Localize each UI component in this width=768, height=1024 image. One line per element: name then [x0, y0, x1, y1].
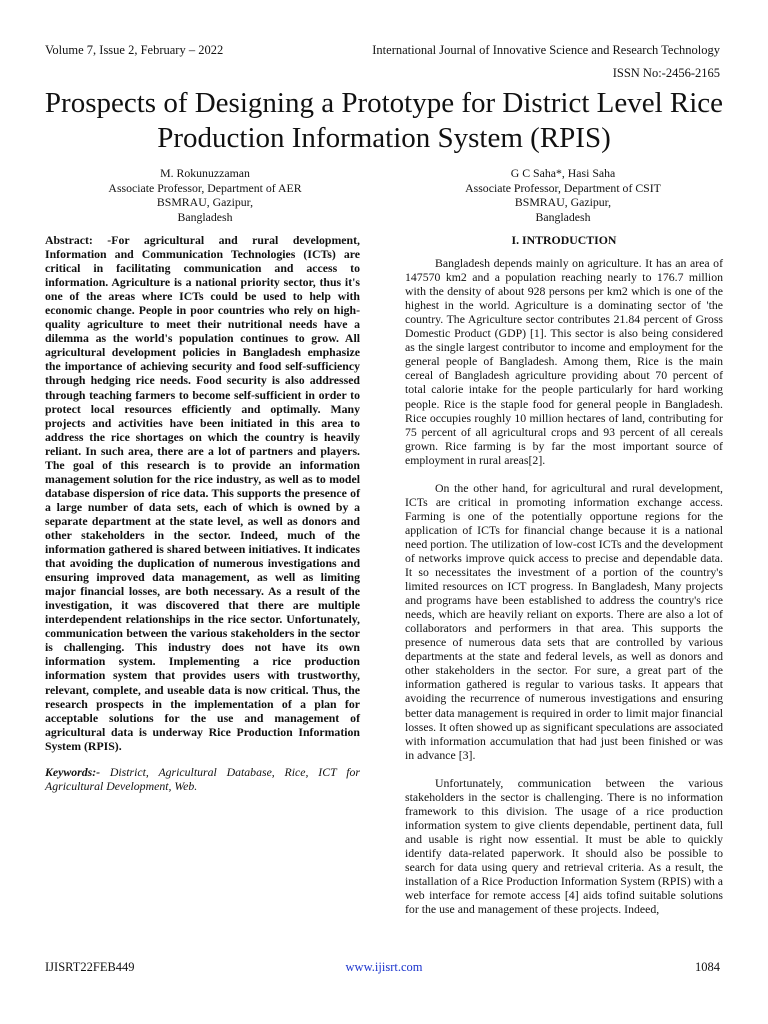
- keywords-text: District, Agricultural Database, Rice, ICT for Agricultural Development, Web.: [45, 764, 360, 793]
- intro-paragraph-1: Bangladesh depends mainly on agriculture. It has an area of 147570 km2 and a population reaching nearly to 176.7 million with the density of about 928 persons per km2 which is one of the highest in the world. Agriculture is a dominating sector of 'the country. The Agriculture sector contributes 21.84 percent of Gross Domestic Product (GDP) [1]. This sector is also being considered as the single largest contributor to income and employment for the general people of Bangladesh. Among them, Rice is the main cereal of Bangladesh agriculture providing about 70 percent of total calorie intake for the people particularly for hard working people. Rice is the staple food for general people in Bangladesh. Rice occupies roughly 10 million hectares of land, contributing for 75 percent of all agricultural crops and 93 percent of all cereals grown. Rice farming is by far the most important source of employment in rural areas[2].: [405, 256, 723, 467]
- left-column: [45, 233, 360, 793]
- author-name: M. Rokunuzzaman: [160, 166, 250, 180]
- journal-name: International Journal of Innovative Science and Research Technology: [372, 43, 720, 57]
- intro-paragraph-2: On the other hand, for agricultural and rural development, ICTs are critical in promoting information exchange access. Farming is one of the potentially opportune regions for the application of ICTs for financial change because it is a national need portion. The utilization of low-cost ICTs and the development of networks improve quick access to precise and dependable data. It so necessitates the investment of a portion of the country's limited resources on ICT progress. In Bangladesh, Many projects and programs have been established to address the country's rice needs, which are heavily reliant on exports. There are also a lot of collaborators and performers in that area. This supports the presence of numerous data sets that are controlled by various departments at the state and federal levels, as well as donors and other stakeholders in the sector. For sure, a great part of the information gathered is regular to various tasks. It appears that avoiding the recurrence of numerous investigations and ensuring better data management is required in order to limit major financial losses. It often showed up as significant speculations are associated with information accumulation that had just been finished or was in advance [3].: [405, 480, 723, 762]
- author-name: G C Saha*, Hasi Saha: [510, 166, 616, 180]
- author-position: Associate Professor, Department of CSIT: [465, 180, 661, 195]
- issn: ISSN No:-2456-2165: [612, 66, 720, 80]
- section-heading-introduction: I. INTRODUCTION: [511, 233, 617, 247]
- keywords: [45, 765, 360, 793]
- author-block-2: [413, 166, 713, 224]
- keywords-label: Keywords:-: [45, 764, 101, 779]
- author-institution: BSMRAU, Gazipur,: [514, 195, 612, 209]
- journal-website-link[interactable]: www.ijisrt.com: [345, 960, 423, 974]
- abstract: Abstract: -For agricultural and rural development, Information and Communication Technologies (ICTs) are critical in facilitating communication and access to information. Agriculture is a national priority sector, thus it's one of the areas where ICTs could be used to help with economic change. People in poor countries who rely on high-quality agriculture to meet their nutritional needs have a dilemma as the world's population continues to grow. All agricultural development policies in Bangladesh emphasize the importance of achieving security and food self-sufficiency through hedging rice needs. Food security is also addressed through teaching farmers to become self-sufficient in order to protect local resources efficiently and optimally. Many projects and activities have been initiated in this area to address the rice shortages on which the country is heavily reliant. In such area, there are a lot of partners and players. The goal of this research is to provide an information management solution for the rice industry, as well as to model database dispersion of rice data. This supports the presence of a large number of data sets, each of which is owned by a separate department at the state level, as well as donors and other stakeholders in the sector. Indeed, much of the information gathered is shared between initiatives. It indicates that avoiding the duplication of numerous investigations and ensuring improved data management, as well as limiting major financial losses, are both necessary. As a result of the investigation, it was discovered that there are multiple interdependent relationships in the rice sector. Unfortunately, communication between the various stakeholders in the sector is challenging. This industry does not have its own information system. Implementing a rice production information system that provides users with trustworthy, relevant, complete, and useable data is now critical. Thus, the research prospects in the implementation of a plan for acceptable solutions for the use and management of agricultural data is underway Rice Production Information System (RPIS).: [45, 233, 360, 753]
- paper-code: IJISRT22FEB449: [45, 960, 135, 974]
- right-column: [405, 233, 723, 930]
- author-block-1: [55, 166, 355, 224]
- intro-paragraph-3: Unfortunately, communication between the various stakeholders in the sector is challenging. There is no information framework to this division. The usage of a rice production information system to give clients dependable, pertinent data, full and usable is right now essential. It must be able to quickly identify data-related paperwork. It should also be possible to search for data using query and retrieval criteria. As a result, the installation of a Rice Production Information System (RPIS) with a web interface for remote access [4] aids tofind suitable solutions for the use and management of these projects. Indeed,: [405, 775, 723, 917]
- paper-title: Prospects of Designing a Prototype for District Level Rice Production Information System (RPIS): [44, 87, 724, 154]
- page-number: 1084: [695, 960, 720, 974]
- volume-info: Volume 7, Issue 2, February – 2022: [45, 43, 224, 57]
- author-country: Bangladesh: [535, 209, 591, 224]
- author-position: Associate Professor, Department of AER: [108, 180, 302, 195]
- author-country: Bangladesh: [177, 209, 233, 224]
- author-institution: BSMRAU, Gazipur,: [156, 195, 254, 209]
